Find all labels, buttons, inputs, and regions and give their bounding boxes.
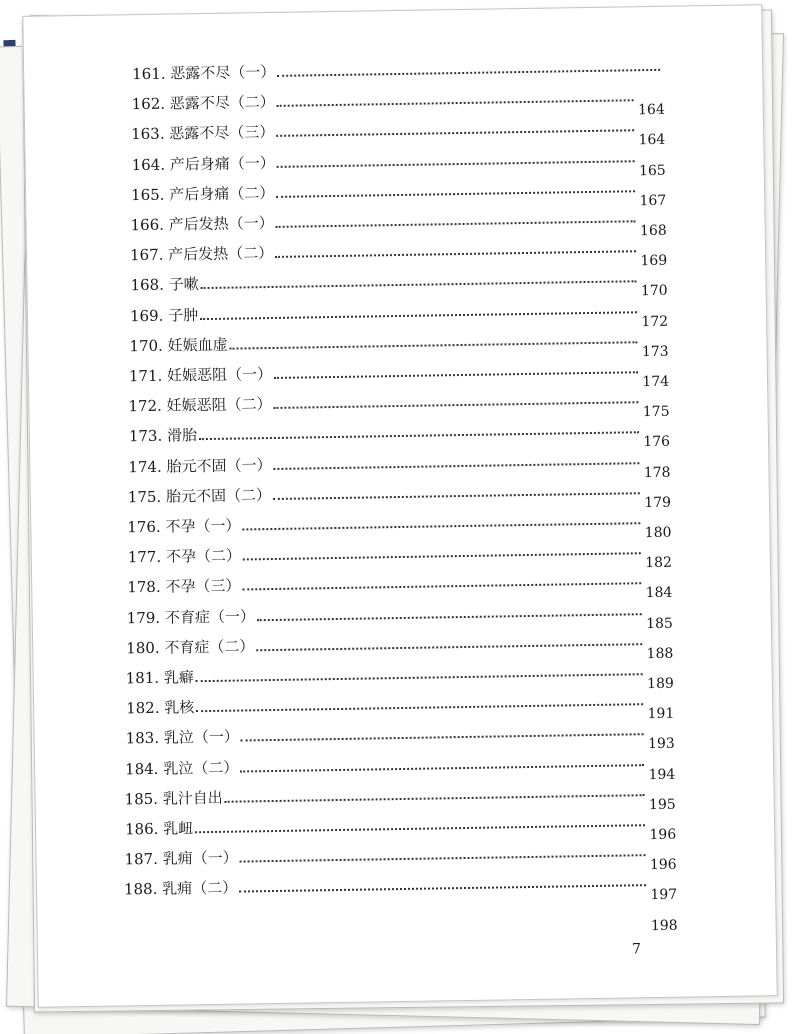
toc-dot-leader: [243, 552, 641, 560]
toc-dot-leader: [256, 643, 642, 651]
toc-dot-leader: [201, 280, 637, 289]
toc-entry-page: 168: [639, 222, 667, 240]
toc-entry-page: 173: [641, 343, 669, 361]
toc-entry: [127, 510, 672, 542]
toc-entry: [125, 661, 674, 693]
toc-entry: [124, 812, 677, 844]
toc-entry-page: 167: [639, 192, 667, 210]
toc-entry: [124, 842, 677, 874]
toc-dot-leader: [277, 160, 635, 168]
toc-entry-title: 188. 乳痈（二）: [123, 878, 238, 899]
toc-entry-title: 176. 不孕（一）: [127, 516, 241, 537]
toc-entry-page: 193: [647, 735, 675, 753]
toc-entry-title: 164. 产后身痛（一）: [131, 153, 275, 175]
toc-entry: [127, 570, 673, 602]
toc-page: [22, 4, 777, 1008]
toc-entry: [129, 299, 669, 331]
toc-dot-leader: [196, 673, 643, 682]
toc-entry-title: 165. 产后身痛（二）: [130, 183, 275, 205]
toc-entry-page: 174: [642, 373, 670, 391]
toc-entry-page: 189: [646, 675, 674, 693]
toc-dot-leader: [199, 431, 639, 440]
toc-dot-leader: [240, 854, 646, 862]
toc-entry-title: 161. 恶露不尽（一）: [132, 62, 276, 84]
toc-entry-title: 178. 不孕（三）: [127, 576, 241, 597]
toc-dot-leader: [242, 582, 641, 590]
toc-dot-leader: [241, 733, 644, 741]
toc-entry-title: 168. 子嗽: [130, 275, 199, 295]
toc-entry: [129, 329, 669, 361]
toc-entry: [130, 208, 667, 240]
table-of-contents: [23, 5, 776, 1006]
toc-entry-page: 175: [642, 403, 670, 421]
toc-entry-title: 172. 妊娠恶阻（二）: [128, 395, 272, 416]
toc-entry-title: 180. 不育症（二）: [126, 637, 255, 658]
toc-entry: [126, 631, 674, 663]
toc-dot-leader: [200, 311, 637, 320]
toc-entry-page: 194: [648, 766, 676, 784]
toc-dot-leader: [277, 99, 634, 107]
toc-dot-leader: [196, 703, 643, 712]
toc-entry: [128, 450, 671, 482]
toc-entry: [130, 117, 666, 149]
toc-entry-page: 170: [640, 282, 668, 300]
toc-entry-page: 195: [648, 796, 676, 814]
toc-entry-title: 162. 恶露不尽（二）: [131, 92, 275, 114]
toc-entry: [129, 238, 668, 270]
toc-entry-title: 167. 产后发热（二）: [129, 243, 274, 265]
page-number: 7: [631, 941, 641, 958]
toc-entry-page: 182: [645, 554, 673, 572]
toc-entry-page: 196: [649, 856, 677, 874]
toc-dot-leader: [274, 371, 638, 379]
toc-entry-title: 175. 胎元不固（二）: [127, 486, 272, 507]
toc-entry-page: 188: [646, 645, 674, 663]
toc-dot-leader: [274, 401, 639, 409]
toc-entry: [128, 419, 671, 451]
toc-dot-leader: [273, 492, 640, 500]
toc-entry: [127, 480, 672, 512]
toc-dot-leader: [230, 341, 638, 349]
toc-entry-title: 179. 不育症（一）: [126, 607, 256, 628]
toc-entry-page: 191: [647, 705, 675, 723]
toc-entry-page: 197: [650, 886, 678, 904]
toc-entry-title: 182. 乳核: [126, 698, 195, 718]
toc-entry-page: 180: [644, 524, 672, 542]
toc-dot-leader: [274, 462, 640, 470]
toc-entry: [125, 721, 675, 753]
toc-dot-leader: [195, 824, 645, 833]
toc-entry-page: 185: [646, 615, 674, 633]
toc-entry: [130, 178, 667, 210]
toc-entry-title: 183. 乳泣（一）: [125, 727, 239, 748]
toc-entry-page: 164: [638, 131, 666, 149]
toc-entry-page: 198: [650, 917, 678, 935]
toc-entry-title: 177. 不孕（二）: [127, 546, 242, 567]
toc-entry-title: 170. 妊娠血虚: [129, 335, 228, 356]
toc-entry-title: 163. 恶露不尽（三）: [130, 122, 275, 144]
toc-entry-title: 174. 胎元不固（一）: [128, 456, 272, 477]
toc-entry: [124, 782, 676, 814]
toc-dot-leader: [257, 613, 642, 621]
toc-entry: [130, 268, 668, 300]
toc-entry-title: 171. 妊娠恶阻（一）: [128, 364, 273, 386]
toc-entry: [128, 359, 670, 391]
toc-entry-title: 166. 产后发热（一）: [130, 213, 274, 235]
toc-entry-page: 176: [643, 433, 671, 451]
toc-entry: [124, 903, 678, 935]
toc-entry: [126, 601, 674, 633]
toc-entry-page: 169: [640, 252, 668, 270]
toc-entry-page: 184: [645, 584, 673, 602]
toc-dot-leader: [243, 522, 641, 530]
toc-dot-leader: [276, 220, 636, 228]
toc-entry: [124, 752, 676, 784]
toc-dot-leader: [240, 764, 644, 772]
toc-entry-title: 187. 乳痈（一）: [124, 848, 238, 869]
toc-entry: [132, 57, 664, 83]
toc-entry: [128, 389, 670, 421]
toc-dot-leader: [225, 794, 645, 803]
toc-entry-title: 185. 乳汁自出: [124, 788, 223, 809]
toc-dot-leader: [239, 884, 646, 892]
toc-entry: [131, 148, 666, 180]
toc-entry: [126, 691, 675, 723]
toc-entry: [131, 87, 665, 119]
toc-entry-page: 165: [638, 162, 666, 180]
toc-entry-title: 186. 乳衄: [124, 819, 194, 839]
toc-entry-page: 179: [644, 494, 672, 512]
toc-entry-title: 169. 子肿: [129, 306, 199, 326]
toc-entry-title: 184. 乳泣（二）: [124, 758, 239, 779]
toc-entry-title: 181. 乳癖: [125, 668, 194, 688]
toc-entry-title: 173. 滑胎: [128, 426, 198, 446]
toc-entry-page: 196: [649, 826, 677, 844]
toc-dot-leader: [275, 250, 636, 258]
toc-dot-leader: [277, 69, 660, 77]
toc-entry: [123, 872, 678, 904]
toc-entry-page: 172: [641, 313, 669, 331]
toc-entry: [127, 540, 673, 572]
toc-entry-page: 164: [637, 101, 665, 119]
toc-dot-leader: [276, 129, 634, 137]
toc-dot-leader: [276, 190, 635, 198]
toc-entry-page: 178: [643, 464, 671, 482]
